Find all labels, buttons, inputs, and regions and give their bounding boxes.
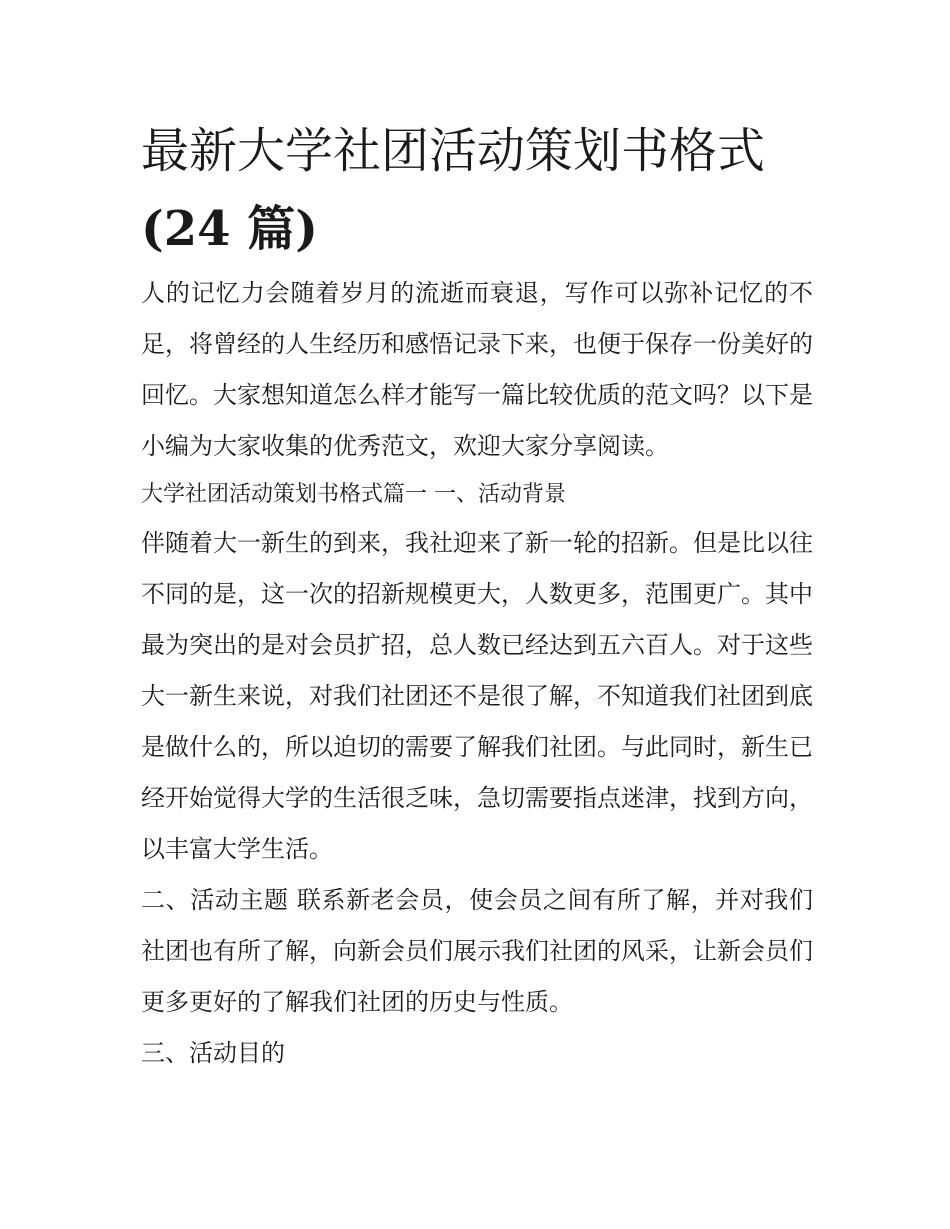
title-line-2: (24 篇) bbox=[141, 201, 318, 257]
title-line-1: 最新大学社团活动策划书格式 bbox=[141, 123, 766, 179]
document-title bbox=[141, 112, 813, 268]
section-1-body: 伴随着大一新生的到来，我社迎来了新一轮的招新。但是比以往不同的是，这一次的招新规模更大，人数更多，范围更广。其中最为突出的是对会员扩招，总人数已经达到五六百人。对于这些大一新生来说，对我们社团还不是很了解，不知道我们社团到底是做什么的，所以迫切的需要了解我们社团。与此同时，新生已经开始觉得大学的生活很乏味，急切需要指点迷津，找到方向，以丰富大学生活。 bbox=[141, 529, 813, 863]
section-2-paragraph: 二、活动主题 联系新老会员，使会员之间有所了解，并对我们社团也有所了解，向新会员们展示我们社团的风采，让新会员们更多更好的了解我们社团的历史与性质。 bbox=[141, 886, 813, 1016]
document-content bbox=[141, 112, 813, 1079]
section-3-heading: 三、活动目的 bbox=[141, 1039, 285, 1067]
section-1-heading: 大学社团活动策划书格式篇一 一、活动背景 bbox=[141, 482, 566, 507]
intro-paragraph: 人的记忆力会随着岁月的流逝而衰退，写作可以弥补记忆的不足，将曾经的人生经历和感悟记录下来，也便于保存一份美好的回忆。大家想知道怎么样才能写一篇比较优质的范文吗？以下是小编为大家收集的优秀范文，欢迎大家分享阅读。 bbox=[141, 279, 813, 460]
